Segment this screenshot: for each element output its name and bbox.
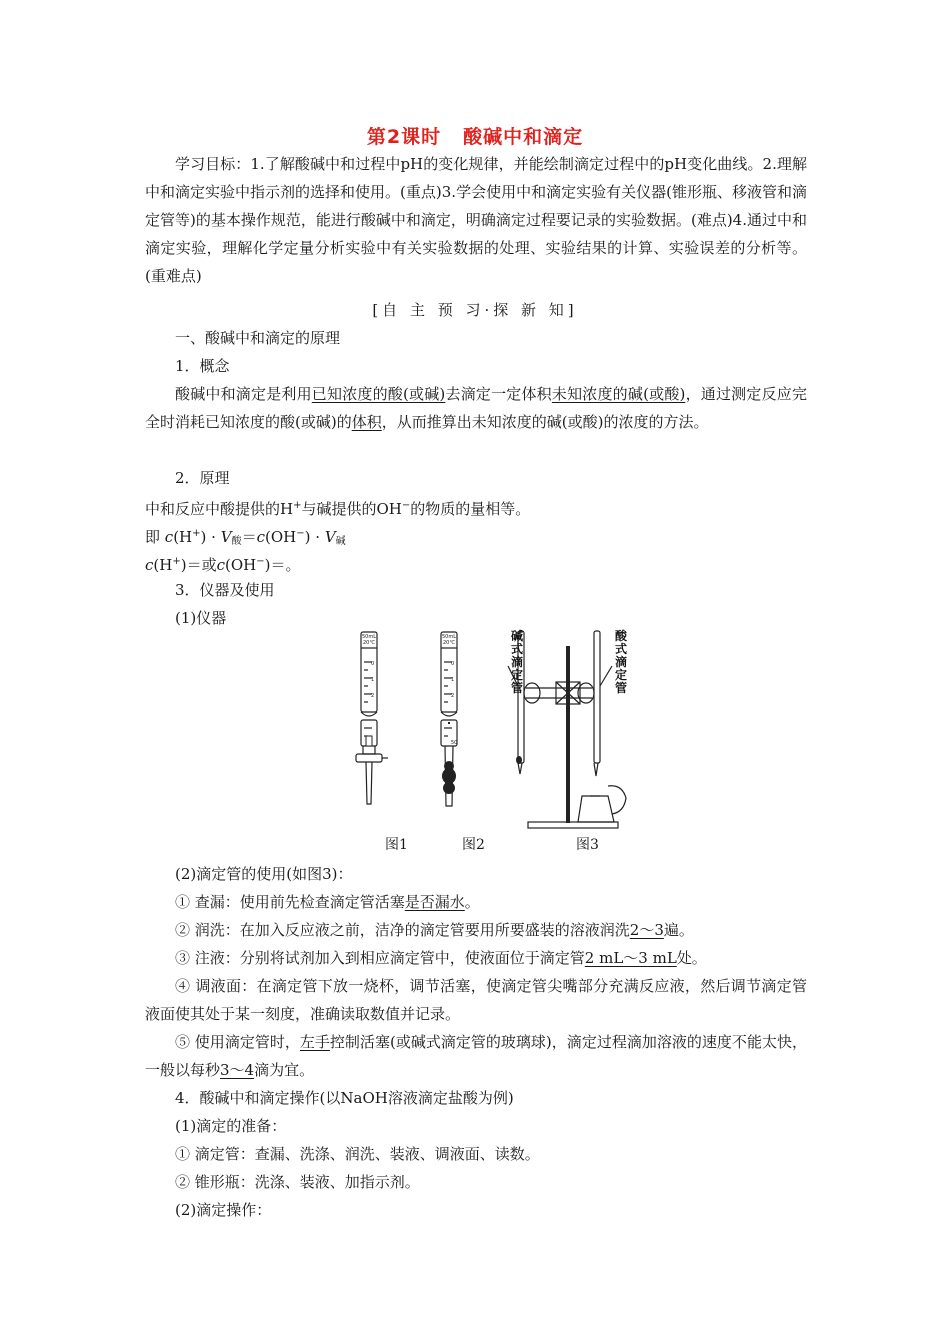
text: (OH (225, 556, 257, 574)
superscript: − (256, 556, 265, 567)
symbol-c: c (216, 556, 226, 574)
heading-operation: 4．酸碱中和滴定操作(以NaOH溶液滴定盐酸为例) (175, 1089, 514, 1107)
concept-text-1: 酸碱中和滴定是利用 (175, 385, 312, 403)
tick-2-2: 2 (451, 693, 455, 699)
concept-text-2: 去滴定一定体积 (445, 385, 552, 403)
principle-line-1 (145, 492, 530, 523)
tube-temp-2: 20℃ (443, 640, 455, 646)
symbol-c: c (164, 528, 174, 546)
tube-capacity-1: 50mL (362, 634, 377, 640)
prep-flask: ② 锥形瓶：洗涤、装液、加指示剂。 (175, 1173, 420, 1191)
text: (H (173, 528, 193, 546)
label-base-5: 管 (510, 681, 524, 695)
symbol-v: V (324, 528, 336, 546)
use-step-1 (175, 888, 480, 916)
tube-temp-1: 20℃ (363, 640, 375, 646)
superscript: + (172, 556, 181, 567)
heading-instruments-sub: (1)仪器 (175, 609, 227, 627)
concept-blank-3: 体积 (351, 413, 382, 431)
blank: 是否漏水 (404, 893, 465, 911)
heading-instruments: 3．仪器及使用 (175, 581, 275, 599)
acid-burette-diagram (356, 632, 388, 804)
blank: 2～3 (629, 921, 664, 939)
figure-caption-3: 图3 (576, 837, 599, 853)
text: 与碱提供的OH (301, 500, 402, 518)
tick-50-2: 50 (451, 740, 458, 746)
label-base-2: 式 (510, 642, 524, 656)
text: ) (200, 528, 207, 546)
text: ) (264, 556, 271, 574)
concept-text-4: ，从而推算出未知浓度的碱(或酸)的浓度的方法。 (381, 413, 709, 431)
blank: 2 mL～3 mL (584, 949, 677, 967)
label-base-1: 碱 (510, 629, 524, 643)
use-step-5 (145, 1028, 807, 1084)
blank: 3～4 (220, 1061, 255, 1079)
heading-burette-use: (2)滴定管的使用(如图3)： (175, 865, 353, 883)
text: (OH (265, 528, 297, 546)
text: ② 润洗：在加入反应液之前，洁净的滴定管要用所要盛装的溶液润洗 (175, 921, 630, 939)
symbol-c: c (256, 528, 265, 546)
subscript: 碱 (335, 536, 346, 547)
text: 滴为宜。 (254, 1061, 315, 1079)
symbol-v: V (220, 528, 232, 546)
use-step-2 (175, 916, 694, 944)
label-acid-3: 滴 (614, 655, 628, 669)
tube-capacity-2: 50mL (442, 634, 457, 640)
titration-stand-diagram (508, 631, 626, 828)
lesson-topic: 酸碱中和滴定 (463, 126, 584, 148)
use-step-4: ④ 调液面：在滴定管下放一烧杯，调节活塞，使滴定管尖嘴部分充满反应液，然后调节滴定管液面使其处于某一刻度，准确读取数值并记录。 (145, 977, 807, 1023)
text: 即 (145, 528, 161, 546)
text: ⑤ 使用滴定管时， (175, 1033, 300, 1051)
label-base-3: 滴 (510, 655, 524, 669)
use-step-3 (175, 944, 707, 972)
text: ＝ (241, 528, 257, 546)
text: 处。 (676, 949, 707, 967)
superscript: − (401, 500, 411, 511)
burette-figure (350, 626, 640, 831)
prep-burette: ① 滴定管：查漏、洗涤、润洗、装液、调液面、读数。 (175, 1145, 540, 1163)
lesson-title (0, 122, 950, 149)
learning-objectives: 学习目标：1.了解酸碱中和过程中pH的变化规律，并能绘制滴定过程中的pH变化曲线。2.理解中和滴定实验中指示剂的选择和使用。(重点)3.学会使用中和滴定实验有关仪器(锥形瓶、移液管和滴定管等)的基本操作规范，能进行酸碱中和滴定，明确滴定过程要记录的实验数据。(难点)4.通过中和滴定实验，理解化学定量分析实验中有关实验数据的处理、实验结果的计算、实验误差的分析等。(重难点) (145, 155, 807, 285)
tick-0-2: 0 (451, 661, 455, 667)
text: ) (180, 556, 187, 574)
text: 中和反应中酸提供的H (145, 500, 294, 518)
subscript: 酸 (231, 536, 242, 547)
text: ＝。 (270, 556, 301, 574)
text: 控制活塞(或碱式滴定管的玻璃球)，滴定过程滴加溶液的速度不能太快，一般以每秒 (145, 1033, 807, 1079)
dot: · (315, 528, 321, 546)
superscript: + (293, 500, 302, 511)
heading-preparation: (1)滴定的准备： (175, 1117, 287, 1135)
superscript: + (192, 528, 201, 539)
lesson-number: 第2课时 (366, 126, 442, 148)
label-acid-5: 管 (614, 681, 628, 695)
section-tag: [自 主 预 习·探 新 知] (372, 301, 578, 319)
heading-theory: 2．原理 (175, 469, 230, 487)
superscript: − (296, 528, 305, 539)
label-acid-4: 定 (614, 668, 628, 682)
tick-1-2: 1 (451, 677, 455, 683)
text: ) (304, 528, 311, 546)
label-base-4: 定 (510, 668, 524, 682)
label-acid-1: 酸 (614, 629, 628, 643)
symbol-c: c (145, 556, 154, 574)
concept-blank-1: 已知浓度的酸(或碱) (311, 385, 446, 403)
concept-text-3: ，通过测定反应完全时消耗已知浓度的酸(或碱)的 (145, 385, 807, 431)
text: 的物质的量相等。 (410, 500, 531, 518)
text: ＝或 (186, 556, 217, 574)
text: ① 查漏：使用前先检查滴定管活塞 (175, 893, 405, 911)
text: (H (153, 556, 173, 574)
tick-2-1: 2 (371, 693, 375, 699)
blank: 左手 (299, 1033, 330, 1051)
heading-concept: 1．概念 (175, 357, 230, 375)
text: ③ 注液：分别将试剂加入到相应滴定管中，使液面位于滴定管 (175, 949, 585, 967)
tick-1-1: 1 (371, 677, 375, 683)
text: 遍。 (663, 921, 694, 939)
tick-0-1: 0 (371, 661, 375, 667)
heading-titration-op: (2)滴定操作： (175, 1201, 272, 1219)
concept-paragraph (145, 380, 807, 436)
figure-caption-2: 图2 (462, 837, 485, 853)
heading-principle: 一、酸碱中和滴定的原理 (175, 329, 341, 347)
principle-formula-2 (145, 548, 301, 579)
figure-caption-1: 图1 (385, 837, 408, 853)
text: 。 (464, 893, 480, 911)
concept-blank-2: 未知浓度的碱(或酸) (551, 385, 686, 403)
dot: · (211, 528, 216, 546)
label-acid-2: 式 (614, 642, 628, 656)
